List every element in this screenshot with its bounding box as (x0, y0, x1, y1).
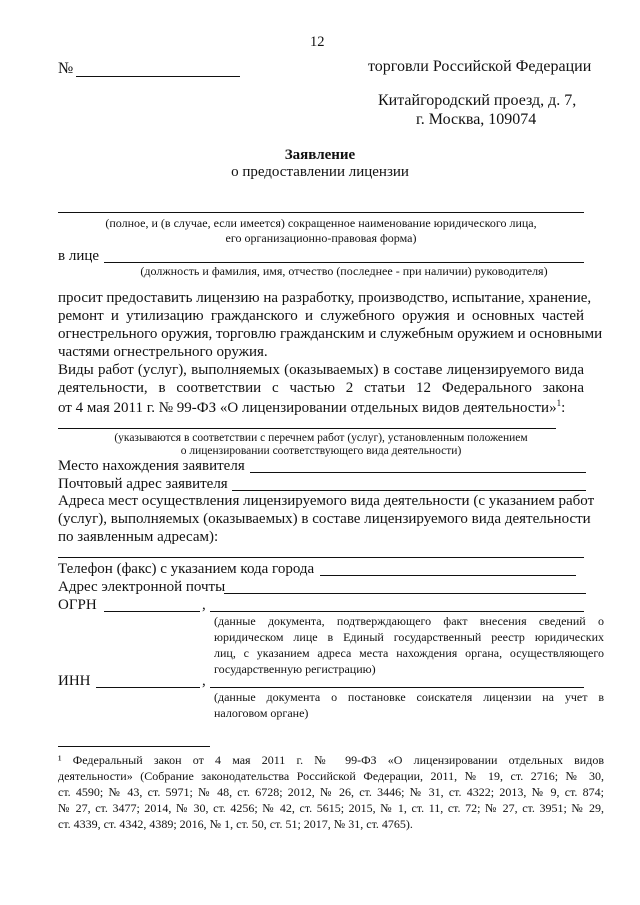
inn-comma: , (202, 673, 206, 689)
addresses-field-line (58, 557, 584, 558)
inn-document-line (210, 687, 584, 688)
addresses-line-2: (услуг), выполняемых (оказываемых) в составе лицензируемого вида деятельности (58, 511, 591, 527)
footnote-line-5: ст. 4339, ст. 4342, 4389; 2016, № 1, ст. 50, ст. 51; 2017, № 31, ст. 4765). (58, 817, 413, 831)
works-line-2: деятельности, в соответствии с частью 2 статьи 12 Федерального закона (58, 380, 584, 396)
applicant-name-line (58, 212, 584, 213)
number-field-line (76, 76, 240, 77)
email-field-line (224, 593, 586, 594)
applicant-hint-2: его организационно-правовая форма) (225, 231, 417, 245)
page-number: 12 (310, 34, 325, 50)
document-title: Заявление (284, 147, 356, 163)
works-line-3: от 4 мая 2011 г. № 99-ФЗ «О лицензировании отдельных видов деятельности»$^1$: (58, 398, 566, 416)
inn-number-line (96, 687, 200, 688)
addressee-line-2: Китайгородский проезд, д. 7, (378, 92, 577, 109)
addresses-line-1: Адреса мест осуществления лицензируемого вида деятельности (с указанием работ (58, 493, 595, 509)
ogrn-hint-3: лиц, с указанием адреса места нахождения органа, осуществляющего (214, 646, 604, 660)
inn-hint-2: налоговом органе) (214, 706, 309, 720)
request-line-1: просит предоставить лицензию на разработку, производство, испытание, хранение, (58, 290, 592, 306)
email-label: Адрес электронной почты (58, 579, 226, 595)
footnote-line-4: № 27, ст. 3477; 2014, № 30, ст. 4256; № 42, ст. 5615; 2015, № 1, ст. 11, ст. 72; № 27, ст. 3951; № 29, (58, 801, 604, 815)
postal-label: Почтовый адрес заявителя (58, 476, 228, 492)
ogrn-hint-1: (данные документа, подтверждающего факт внесения сведений о (214, 614, 604, 628)
applicant-hint-1: (полное, и (в случае, если имеется) сокращенное наименование юридического лица, (105, 216, 537, 230)
ogrn-hint-2: юридическом лице в Единый государственный реестр юридических (214, 630, 604, 644)
ogrn-label: ОГРН (58, 597, 97, 613)
ogrn-comma: , (202, 597, 206, 613)
inn-hint-1: (данные документа о постановке соискателя лицензии на учет в (214, 690, 604, 704)
location-label: Место нахождения заявителя (58, 458, 245, 474)
in-person-label: в лице (58, 248, 100, 264)
location-field-line (250, 472, 586, 473)
phone-field-line (320, 575, 576, 576)
number-label: № (58, 60, 74, 77)
addresses-line-3: по заявленным адресам): (58, 529, 219, 545)
works-hint-1: (указываются в соответствии с перечнем работ (услуг), установленным положением (114, 432, 528, 444)
addressee-line-3: г. Москва, 109074 (416, 111, 537, 128)
phone-label: Телефон (факс) с указанием кода города (58, 561, 315, 577)
footnote-reference: 1 (556, 398, 562, 408)
ogrn-number-line (104, 611, 200, 612)
document-subtitle: о предоставлении лицензии (231, 164, 409, 180)
inn-label: ИНН (58, 673, 91, 689)
works-line-1: Виды работ (услуг), выполняемых (оказываемых) в составе лицензируемого вида (58, 362, 584, 378)
request-line-4: частями огнестрельного оружия. (58, 344, 268, 360)
addressee-line-1: торговли Российской Федерации (368, 58, 592, 75)
works-field-line (58, 428, 556, 429)
request-line-2: ремонт и утилизацию гражданского и служебного оружия и основных частей (58, 308, 584, 324)
request-line-3: огнестрельного оружия, торговлю гражданским и служебным оружием и основными (58, 326, 603, 342)
works-hint-2: о лицензировании соответствующего вида деятельности) (180, 445, 462, 457)
in-person-hint: (должность и фамилия, имя, отчество (последнее - при наличии) руководителя) (140, 264, 548, 278)
postal-field-line (232, 490, 586, 491)
ogrn-hint-4: государственную регистрацию) (214, 662, 376, 676)
footnote-line-1: ¹ Федеральный закон от 4 мая 2011 г. № 99-ФЗ «О лицензировании отдельных видов (58, 753, 604, 767)
in-person-line (104, 262, 584, 263)
footnote-line-2: деятельности» (Собрание законодательства Российской Федерации, 2011, № 19, ст. 2716; № 30, (58, 769, 604, 783)
footnote-separator (58, 746, 210, 747)
footnote-line-3: ст. 4590; № 43, ст. 5971; № 48, ст. 6728; 2012, № 26, ст. 3446; № 31, ст. 4322; 2013, № 9, ст. 874; (58, 785, 604, 799)
ogrn-document-line (210, 611, 584, 612)
